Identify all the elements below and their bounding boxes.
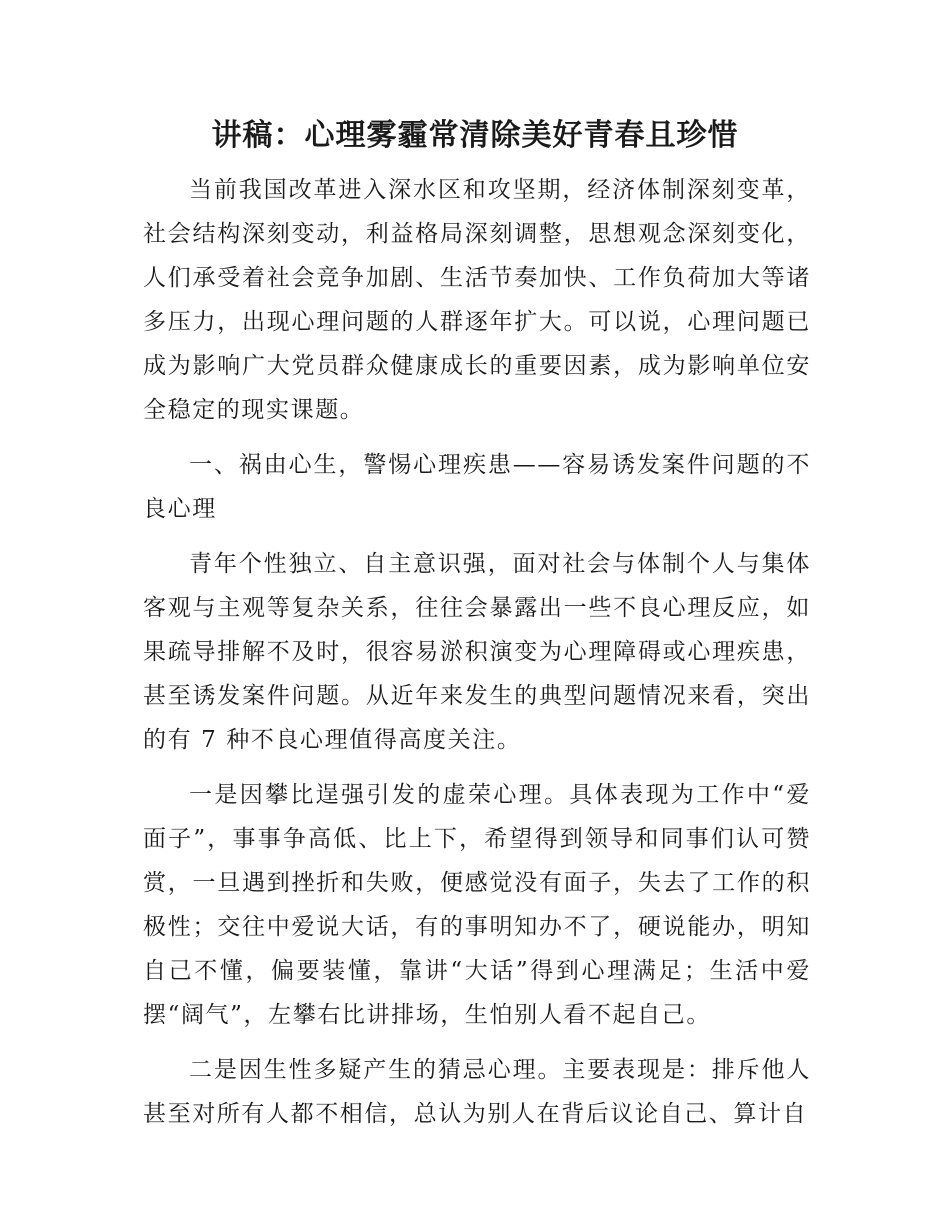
- paragraph-intro: 当前我国改革进入深水区和攻坚期，经济体制深刻变革，社会结构深刻变动，利益格局深刻调整，思想观念深刻变化，人们承受着社会竞争加剧、生活节奏加快、工作负荷加大等诸多压力，出现心理问题的人群逐年扩大。可以说，心理问题已成为影响广大党员群众健康成长的重要因素，成为影响单位安全稳定的现实课题。: [143, 177, 811, 423]
- paragraph-section-1-intro: 青年个性独立、自主意识强，面对社会与体制个人与集体客观与主观等复杂关系，往往会暴露出一些不良心理反应，如果疏导排解不及时，很容易淤积演变为心理障碍或心理疾患，甚至诱发案件问题。从近年来发生的典型问题情况来看，突出的有 7 种不良心理值得高度关注。: [143, 551, 811, 753]
- section-heading-1: 一、祸由心生，警惕心理疾患——容易诱发案件问题的不良心理: [143, 452, 811, 522]
- document-body: [143, 168, 811, 1147]
- paragraph-point-2: 二是因生性多疑产生的猜忌心理。主要表现是：排斥他人甚至对所有人都不相信，总认为别人在背后议论自己、算计自: [143, 1057, 811, 1127]
- paragraph-point-1: 一是因攀比逞强引发的虚荣心理。具体表现为工作中“爱面子”，事事争高低、比上下，希望得到领导和同事们认可赞赏，一旦遇到挫折和失败，便感觉没有面子，失去了工作的积极性；交往中爱说大话，有的事明知办不了，硬说能办，明知自己不懂，偏要装懂，靠讲“大话”得到心理满足；生活中爱摆“阔气”，左攀右比讲排场，生怕别人看不起自己。: [143, 782, 811, 1028]
- page-title: 讲稿：心理雾霾常清除美好青春且珍惜: [211, 118, 739, 153]
